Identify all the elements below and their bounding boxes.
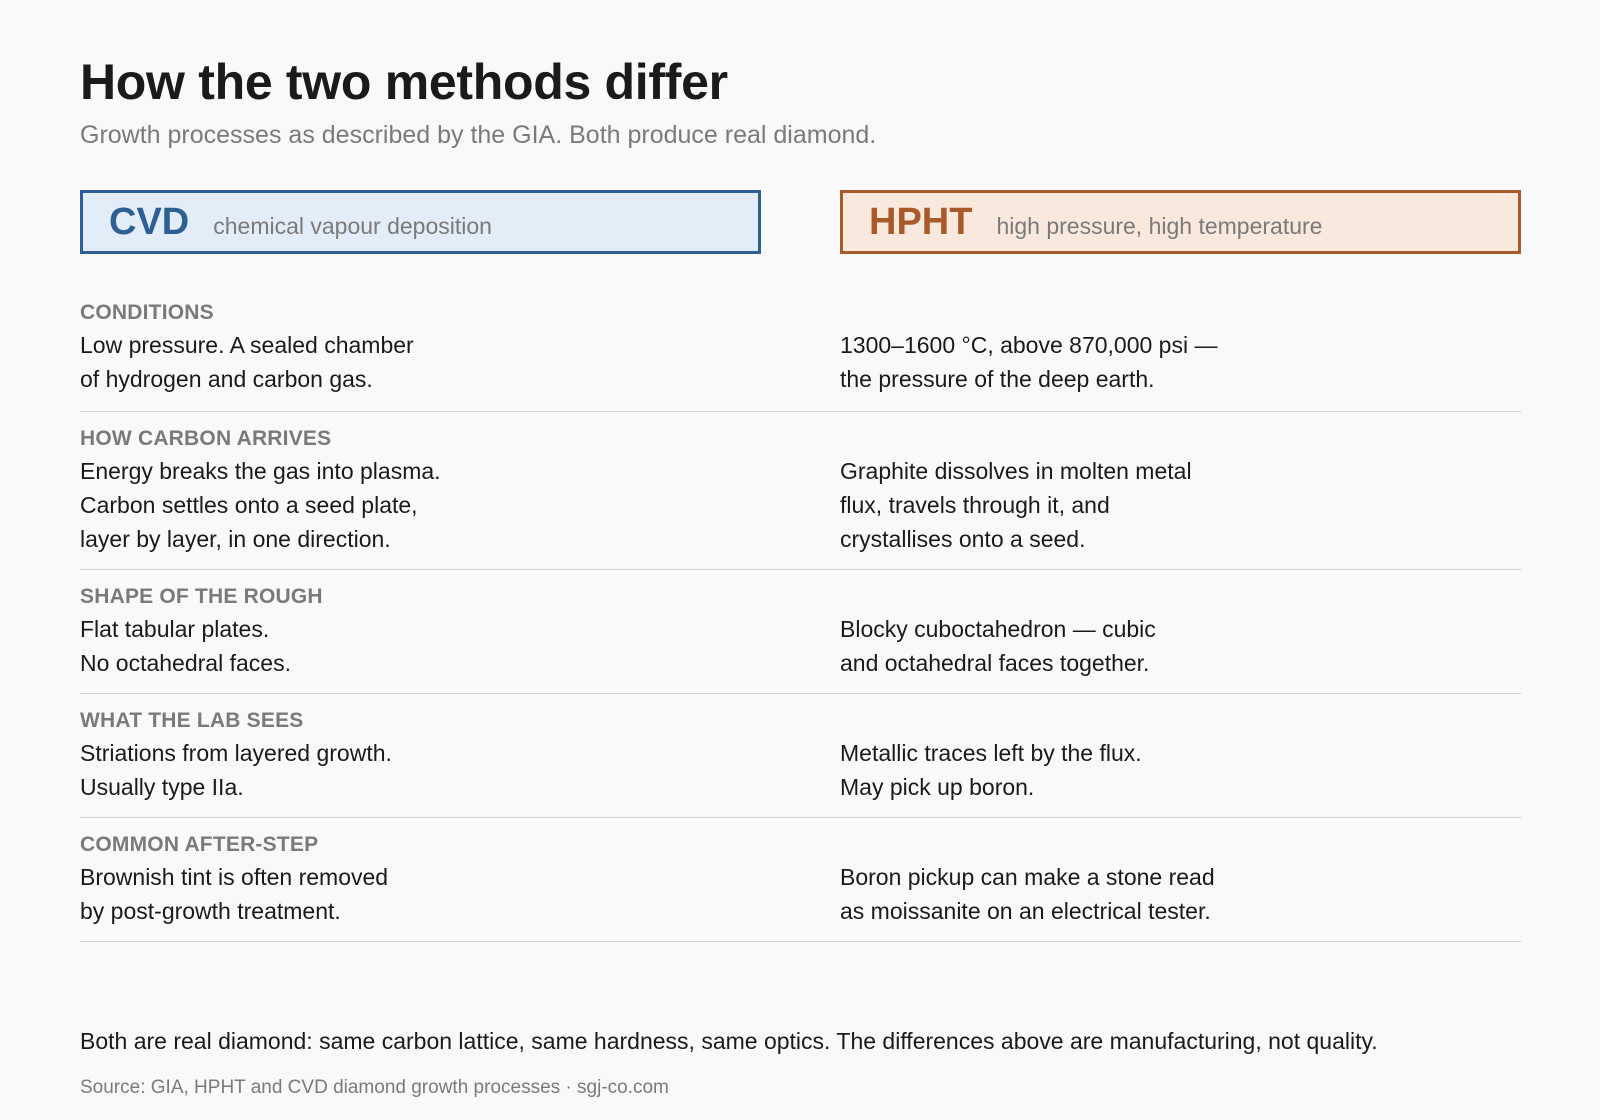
row-label: SHAPE OF THE ROUGH	[80, 585, 323, 608]
cvd-line: Flat tabular plates.	[80, 616, 270, 642]
cvd-cell	[80, 328, 414, 396]
cvd-line: layer by layer, in one direction.	[80, 526, 391, 552]
page-subtitle: Growth processes as described by the GIA. Both produce real diamond.	[80, 121, 877, 149]
cvd-line: Brownish tint is often removed	[80, 864, 389, 890]
hpht-line: the pressure of the deep earth.	[840, 366, 1155, 392]
cvd-cell	[80, 612, 291, 680]
cvd-cell	[80, 736, 392, 804]
hpht-line: flux, travels through it, and	[840, 492, 1110, 518]
comparison-row	[80, 570, 1521, 694]
hpht-line: Blocky cuboctahedron — cubic	[840, 616, 1156, 642]
footer-note: Both are real diamond: same carbon lattice, same hardness, same optics. The differences above are manufacturing, not quality.	[80, 1028, 1378, 1054]
hpht-line: Boron pickup can make a stone read	[840, 864, 1215, 890]
cvd-cell	[80, 454, 441, 556]
cvd-abbreviation: CVD	[109, 201, 190, 243]
hpht-line: crystallises onto a seed.	[840, 526, 1086, 552]
hpht-line: Graphite dissolves in molten metal	[840, 458, 1192, 484]
comparison-row	[80, 818, 1521, 942]
comparison-rows	[80, 300, 1521, 942]
cvd-line: Energy breaks the gas into plasma.	[80, 458, 441, 484]
cvd-line: Low pressure. A sealed chamber	[80, 332, 414, 358]
hpht-cell	[840, 612, 1156, 680]
hpht-abbreviation: HPHT	[869, 201, 973, 243]
hpht-cell	[840, 328, 1217, 396]
cvd-line: No octahedral faces.	[80, 650, 291, 676]
hpht-header-box	[840, 190, 1521, 254]
footer-source: Source: GIA, HPHT and CVD diamond growth processes · sgj-co.com	[80, 1077, 669, 1098]
cvd-line: of hydrogen and carbon gas.	[80, 366, 373, 392]
cvd-line: Striations from layered growth.	[80, 740, 392, 766]
cvd-line: Usually type IIa.	[80, 774, 244, 800]
hpht-line: 1300–1600 °C, above 870,000 psi —	[840, 332, 1218, 358]
comparison-row	[80, 300, 1521, 412]
row-label: WHAT THE LAB SEES	[80, 709, 304, 732]
cvd-line: Carbon settles onto a seed plate,	[80, 492, 418, 518]
hpht-cell	[840, 454, 1192, 556]
cvd-line: by post-growth treatment.	[80, 898, 341, 924]
page-title: How the two methods differ	[80, 54, 728, 110]
row-label: HOW CARBON ARRIVES	[80, 427, 332, 450]
hpht-full-name: high pressure, high temperature	[996, 212, 1323, 239]
cvd-full-name: chemical vapour deposition	[213, 212, 492, 239]
hpht-line: May pick up boron.	[840, 774, 1035, 800]
comparison-row	[80, 694, 1521, 818]
row-label: COMMON AFTER-STEP	[80, 833, 319, 856]
hpht-line: and octahedral faces together.	[840, 650, 1150, 676]
hpht-line: Metallic traces left by the flux.	[840, 740, 1142, 766]
hpht-line: as moissanite on an electrical tester.	[840, 898, 1211, 924]
cvd-header-box	[80, 190, 761, 254]
comparison-row	[80, 412, 1521, 570]
cvd-cell	[80, 860, 388, 928]
row-label: CONDITIONS	[80, 301, 214, 324]
hpht-cell	[840, 860, 1215, 928]
hpht-cell	[840, 736, 1142, 804]
